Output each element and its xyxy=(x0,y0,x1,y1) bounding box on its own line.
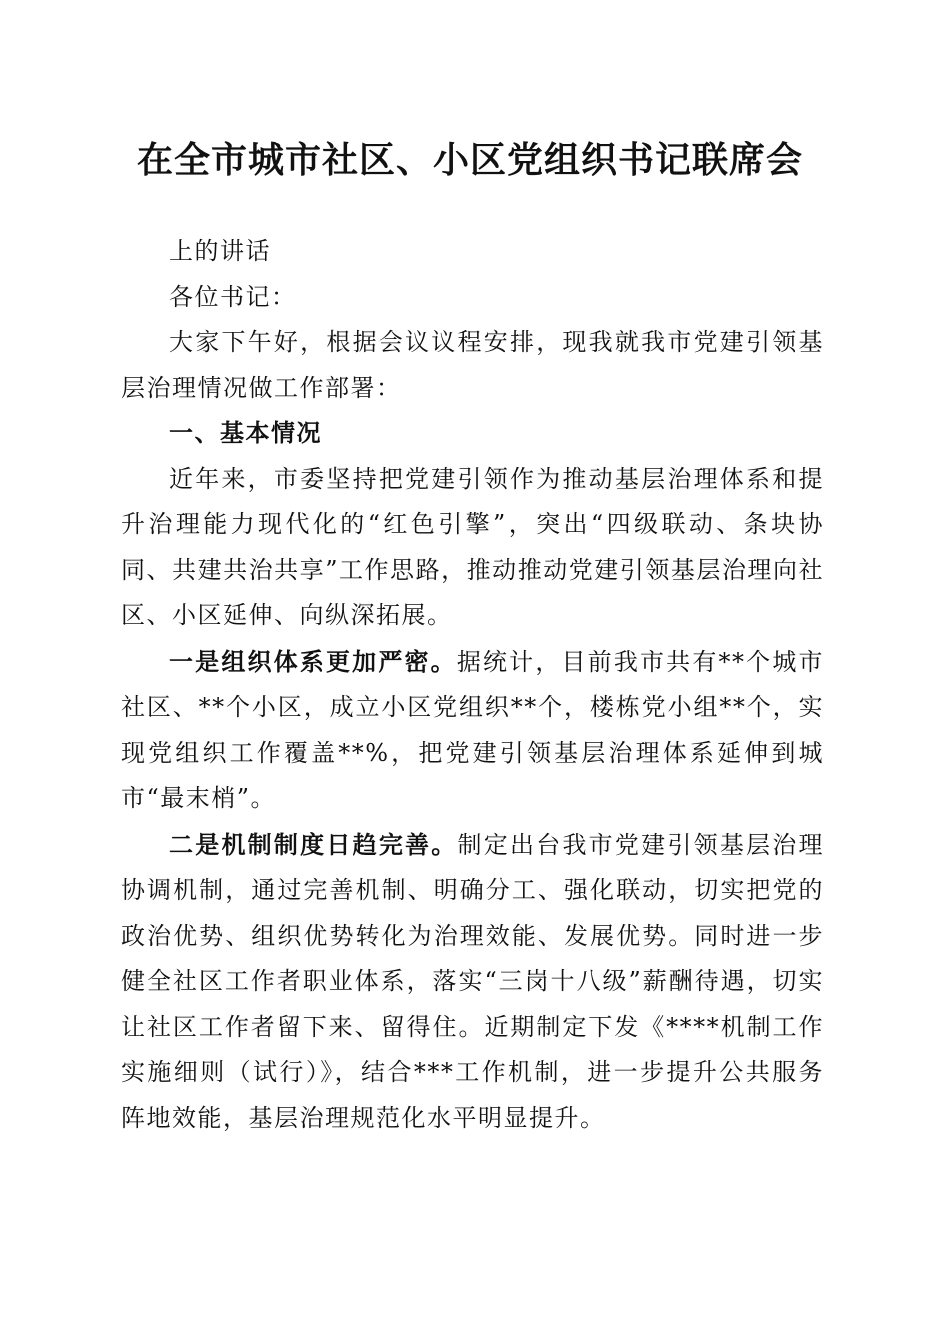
section-heading: 一、基本情况 xyxy=(169,419,322,447)
paragraph-text: 据统计，目前我市共有**个城市社区、**个小区，成立小区党组织**个，楼栋党小组**个，实现党组织工作覆盖**%，把党建引领基层治理体系延伸到城市“最末梢”。 xyxy=(121,647,825,812)
paragraph-overview: 近年来，市委坚持把党建引领作为推动基层治理体系和提升治理能力现代化的“红色引擎”，突出“四级联动、条块协同、共建共治共享”工作思路，推动推动党建引领基层治理向社区、小区延伸、向纵深拓展。 xyxy=(121,464,824,629)
document-body xyxy=(121,229,824,1141)
subtitle-line: 上的讲话 xyxy=(169,237,271,265)
intro-paragraph: 大家下午好，根据会议议程安排，现我就我市党建引领基层治理情况做工作部署： xyxy=(121,328,824,402)
salutation: 各位书记： xyxy=(169,282,297,311)
paragraph-organization xyxy=(121,639,824,822)
paragraph-mechanism xyxy=(121,822,824,1142)
paragraph-lead: 二是机制制度日趋完善。 xyxy=(169,829,458,859)
paragraph-lead: 一是组织体系更加严密。 xyxy=(169,646,457,676)
document-title: 在全市城市社区、小区党组织书记联席会 xyxy=(136,139,803,181)
paragraph-text: 制定出台我市党建引领基层治理协调机制，通过完善机制、明确分工、强化联动，切实把党的政治优势、组织优势转化为治理效能、发展优势。同时进一步健全社区工作者职业体系，落实“三岗十八级”薪酬待遇，切实让社区工作者留下来、留得住。近期制定下发《****机制工作实施细则（试行）》，结合***工作机制，进一步提升公共服务阵地效能，基层治理规范化水平明显提升。 xyxy=(121,830,825,1132)
